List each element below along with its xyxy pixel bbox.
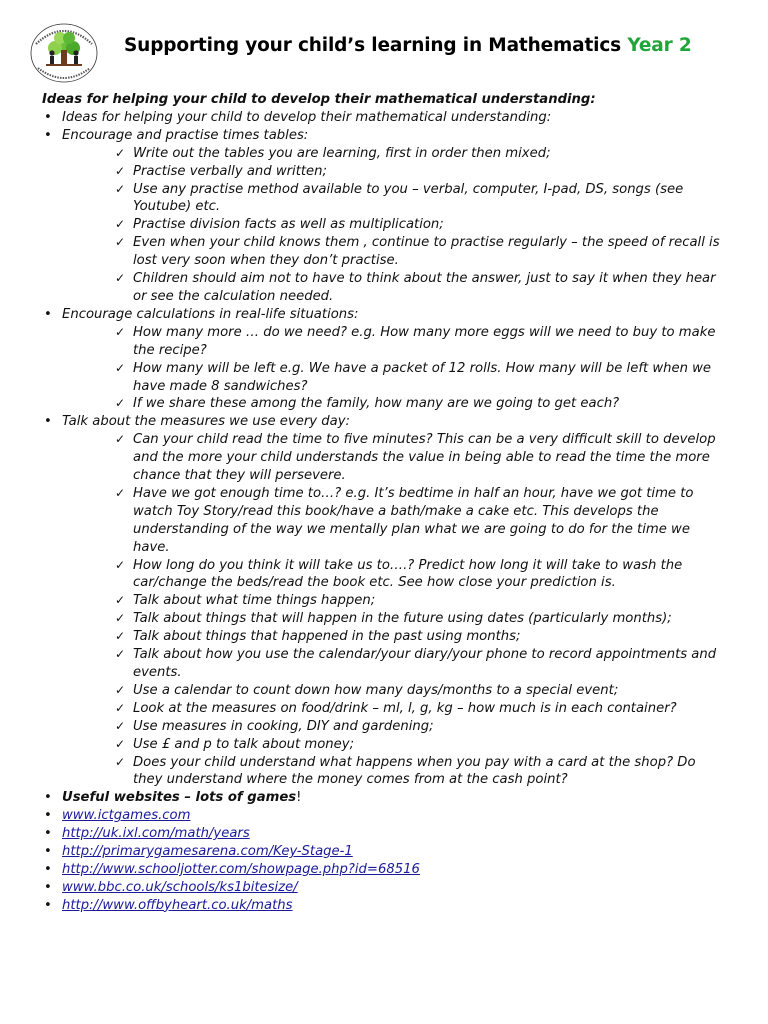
- websites-suffix: !: [296, 790, 302, 806]
- checklist: [62, 324, 722, 414]
- page-title: [124, 35, 692, 56]
- checklist-item: ✓ Use measures in cooking, DIY and gardening;: [62, 718, 722, 736]
- checklist-item: ✓ Even when your child knows them , continue to practise regularly – the speed of recall is lost very soon when they don’t practise.: [62, 234, 722, 270]
- checklist-item: ✓ Does your child understand what happens when you pay with a card at the shop? Do they understand where the money comes from at the cash point?: [62, 754, 722, 790]
- link-offbyheart[interactable]: http://www.offbyheart.co.uk/maths: [62, 897, 293, 913]
- link-ictgames[interactable]: www.ictgames.com: [62, 808, 191, 824]
- link-bbc-bitesize[interactable]: www.bbc.co.uk/schools/ks1bitesize/: [62, 879, 298, 895]
- intro-heading: Ideas for helping your child to develop their mathematical understanding:: [42, 92, 596, 107]
- list-item-text: Ideas for helping your child to develop their mathematical understanding:: [62, 109, 552, 125]
- checklist-item: ✓ Write out the tables you are learning, first in order then mixed;: [62, 145, 722, 163]
- checklist: [62, 431, 722, 789]
- link-item: [42, 825, 722, 843]
- link-item: [42, 879, 722, 897]
- checklist-item: ✓ Talk about how you use the calendar/your diary/your phone to record appointments and events.: [62, 646, 722, 682]
- link-ixl[interactable]: http://uk.ixl.com/math/years: [62, 826, 250, 842]
- school-logo: [28, 22, 100, 84]
- checklist-item: ✓ Talk about things that happened in the past using months;: [62, 628, 722, 646]
- link-schooljotter[interactable]: http://www.schooljotter.com/showpage.php?id=68516: [62, 861, 420, 877]
- checklist-item: ✓ Can your child read the time to five minutes? This can be a very difficult skill to develop and the more your child understands the value in being able to read the time the more chance that they will persevere.: [62, 431, 722, 485]
- checklist-item: ✓ How many more … do we need? e.g. How many more eggs will we need to buy to make the recipe?: [62, 324, 722, 360]
- section-measures: [42, 413, 722, 789]
- checklist-item: ✓ If we share these among the family, how many are we going to get each?: [62, 395, 722, 413]
- link-item: [42, 807, 722, 825]
- link-item: [42, 897, 722, 915]
- checklist: [62, 145, 722, 306]
- checklist-item: ✓ How long do you think it will take us to….? Predict how long it will take to wash the car/change the beds/read the book etc. See how close your prediction is.: [62, 557, 722, 593]
- link-item: [42, 843, 722, 861]
- section-label: Encourage calculations in real-life situations:: [62, 306, 359, 322]
- document-body: [42, 91, 722, 915]
- section-label: Encourage and practise times tables:: [62, 127, 309, 143]
- checklist-item: ✓ Use any practise method available to you – verbal, computer, I-pad, DS, songs (see Youtube) etc.: [62, 181, 722, 217]
- checklist-item: ✓ Use a calendar to count down how many days/months to a special event;: [62, 682, 722, 700]
- checklist-item: ✓ Use £ and p to talk about money;: [62, 736, 722, 754]
- main-list: [42, 109, 722, 915]
- link-primarygamesarena[interactable]: http://primarygamesarena.com/Key-Stage-1: [62, 844, 353, 860]
- tree-logo-icon: [28, 22, 100, 84]
- section-real-life: [42, 306, 722, 413]
- websites-label: Useful websites – lots of games: [62, 790, 297, 806]
- checklist-item: ✓ Children should aim not to have to think about the answer, just to say it when they hear or see the calculation needed.: [62, 270, 722, 306]
- section-label: Talk about the measures we use every day:: [62, 414, 350, 430]
- checklist-item: ✓ Talk about what time things happen;: [62, 592, 722, 610]
- title-year: Year 2: [627, 35, 692, 56]
- list-item: [42, 109, 722, 127]
- checklist-item: ✓ Look at the measures on food/drink – ml, l, g, kg – how much is in each container?: [62, 700, 722, 718]
- checklist-item: ✓ Have we got enough time to…? e.g. It’s bedtime in half an hour, have we got time to watch Toy Story/read this book/have a bath/make a cake etc. This develops the understanding of the way we mentally plan what we are going to do for the time we have.: [62, 485, 722, 557]
- link-item: [42, 861, 722, 879]
- websites-heading: [42, 789, 722, 807]
- section-times-tables: [42, 127, 722, 306]
- checklist-item: ✓ Practise division facts as well as multiplication;: [62, 216, 722, 234]
- checklist-item: ✓ Talk about things that will happen in the future using dates (particularly months);: [62, 610, 722, 628]
- checklist-item: ✓ How many will be left e.g. We have a packet of 12 rolls. How many will be left when we have made 8 sandwiches?: [62, 360, 722, 396]
- title-main: Supporting your child’s learning in Mathematics: [124, 35, 622, 56]
- checklist-item: ✓ Practise verbally and written;: [62, 163, 722, 181]
